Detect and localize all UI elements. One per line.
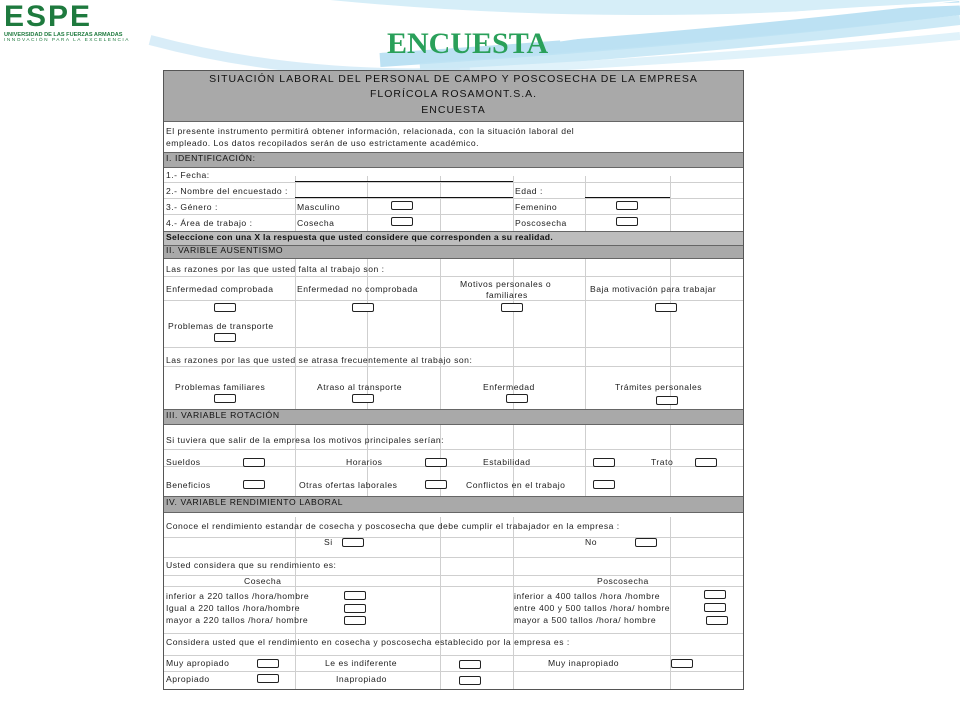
- intro-line2: empleado. Los datos recopilados serán de uso estrictamente académico.: [166, 138, 480, 148]
- section-rotacion: [164, 409, 743, 425]
- slide-title: ENCUESTA: [387, 27, 549, 60]
- checkbox-cosecha-igual[interactable]: [344, 604, 366, 613]
- checkbox-muy-apropiado[interactable]: [257, 659, 279, 668]
- option-femenino: Femenino: [515, 202, 558, 212]
- option-enfermedad-comprobada: Enfermedad comprobada: [166, 284, 274, 294]
- option-enfermedad-no-comprobada: Enfermedad no comprobada: [297, 284, 418, 294]
- column-poscosecha: Poscosecha: [597, 576, 649, 586]
- label-area-trabajo: 4.- Área de trabajo :: [166, 218, 253, 228]
- grid-line: [585, 176, 586, 502]
- checkbox-femenino[interactable]: [616, 201, 638, 210]
- checkbox-beneficios[interactable]: [243, 480, 265, 489]
- checkbox-trato[interactable]: [695, 458, 717, 467]
- checkbox-indiferente[interactable]: [459, 660, 481, 669]
- section-title: III. VARIABLE ROTACIÓN: [166, 410, 280, 420]
- checkbox-cosecha[interactable]: [391, 217, 413, 226]
- question-considera-rendimiento: Considera usted que el rendimiento en cosecha y poscosecha establecido por la empresa es :: [166, 637, 570, 647]
- option-estabilidad: Estabilidad: [483, 457, 531, 467]
- section-title: IV. VARIABLE RENDIMIENTO LABORAL: [166, 497, 344, 507]
- grid-line: [164, 633, 743, 634]
- option-poscosecha: Poscosecha: [515, 218, 567, 228]
- section-identificacion: [164, 152, 743, 168]
- checkbox-inapropiado[interactable]: [459, 676, 481, 685]
- section-ausentismo: [164, 245, 743, 259]
- label-genero: 3.- Género :: [166, 202, 218, 212]
- checkbox-no[interactable]: [635, 538, 657, 547]
- option-atraso-transporte: Atraso al transporte: [317, 382, 402, 392]
- checkbox-poscosecha-mayor[interactable]: [706, 616, 728, 625]
- option-poscosecha-inferior: inferior a 400 tallos /hora /hombre: [514, 591, 660, 601]
- grid-line: [164, 449, 743, 450]
- option-no: No: [585, 537, 597, 547]
- section-title: I. IDENTIFICACIÓN:: [166, 153, 256, 163]
- grid-line: [164, 366, 743, 367]
- checkbox-tramites-personales[interactable]: [656, 396, 678, 405]
- grid-line: [295, 176, 296, 502]
- option-indiferente: Le es indiferente: [325, 658, 398, 668]
- checkbox-atraso-transporte[interactable]: [352, 394, 374, 403]
- question-su-rendimiento: Usted considera que su rendimiento es:: [166, 560, 337, 570]
- checkbox-horarios[interactable]: [425, 458, 447, 467]
- grid-line: [164, 276, 743, 277]
- option-trato: Trato: [651, 457, 674, 467]
- form-header-line2: FLORÍCOLA ROSAMONT.S.A.: [369, 88, 538, 100]
- instruction-text: Seleccione con una X la respuesta que usted considere que corresponden a su realidad.: [166, 232, 554, 242]
- checkbox-masculino[interactable]: [391, 201, 413, 210]
- espe-logo: [4, 2, 144, 42]
- grid-line: [164, 300, 743, 301]
- question-faltas: Las razones por las que usted falta al trabajo son :: [166, 264, 385, 274]
- checkbox-otras-ofertas[interactable]: [425, 480, 447, 489]
- option-cosecha-igual: Igual a 220 tallos /hora/hombre: [166, 603, 300, 613]
- grid-line: [670, 176, 671, 502]
- grid-line: [440, 517, 441, 690]
- checkbox-conflictos[interactable]: [593, 480, 615, 489]
- fecha-field[interactable]: [295, 181, 513, 182]
- option-cosecha-inferior: inferior a 220 tallos /hora/hombre: [166, 591, 310, 601]
- grid-line: [164, 198, 743, 199]
- option-apropiado: Apropiado: [166, 674, 210, 684]
- grid-line: [164, 655, 743, 656]
- grid-line: [164, 214, 743, 215]
- checkbox-apropiado[interactable]: [257, 674, 279, 683]
- option-poscosecha-mayor: mayor a 500 tallos /hora/ hombre: [514, 615, 657, 625]
- option-muy-inapropiado: Muy inapropiado: [548, 658, 620, 668]
- checkbox-cosecha-mayor[interactable]: [344, 616, 366, 625]
- logo-university-name: UNIVERSIDAD DE LAS FUERZAS ARMADAS: [4, 32, 123, 38]
- option-inapropiado: Inapropiado: [336, 674, 387, 684]
- edad-field[interactable]: [585, 197, 670, 198]
- checkbox-poscosecha-inferior[interactable]: [704, 590, 726, 599]
- intro-line1: El presente instrumento permitirá obtener información, relacionada, con la situación laboral del: [166, 126, 575, 136]
- option-cosecha: Cosecha: [297, 218, 335, 228]
- form-header-line3: ENCUESTA: [421, 104, 486, 116]
- grid-line: [513, 176, 514, 502]
- checkbox-si[interactable]: [342, 538, 364, 547]
- option-enfermedad: Enfermedad: [483, 382, 535, 392]
- question-conoce-rendimiento: Conoce el rendimiento estandar de cosecha y poscosecha que debe cumplir el trabajador en la empresa :: [166, 521, 620, 531]
- checkbox-enfermedad-comprobada[interactable]: [214, 303, 236, 312]
- option-motivos-personales: Motivos personales o: [460, 279, 552, 289]
- grid-line: [164, 586, 743, 587]
- option-tramites-personales: Trámites personales: [615, 382, 703, 392]
- grid-line: [164, 182, 743, 183]
- checkbox-estabilidad[interactable]: [593, 458, 615, 467]
- checkbox-muy-inapropiado[interactable]: [671, 659, 693, 668]
- nombre-field[interactable]: [295, 197, 513, 198]
- section-title: II. VARIBLE AUSENTISMO: [166, 245, 284, 255]
- checkbox-enfermedad[interactable]: [506, 394, 528, 403]
- logo-tagline: INNOVACIÓN PARA LA EXCELENCIA: [4, 38, 130, 43]
- checkbox-enfermedad-no-comprobada[interactable]: [352, 303, 374, 312]
- checkbox-poscosecha[interactable]: [616, 217, 638, 226]
- survey-form: [163, 70, 744, 690]
- option-problemas-transporte: Problemas de transporte: [168, 321, 274, 331]
- grid-line: [164, 557, 743, 558]
- label-edad: Edad :: [515, 186, 543, 196]
- grid-line: [164, 347, 743, 348]
- option-beneficios: Beneficios: [166, 480, 211, 490]
- option-muy-apropiado: Muy apropiado: [166, 658, 230, 668]
- option-poscosecha-entre: entre 400 y 500 tallos /hora/ hombre: [514, 603, 671, 613]
- option-conflictos: Conflictos en el trabajo: [466, 480, 566, 490]
- option-problemas-familiares: Problemas familiares: [175, 382, 266, 392]
- section-rendimiento: [164, 496, 743, 513]
- checkbox-problemas-transporte[interactable]: [214, 333, 236, 342]
- label-nombre: 2.- Nombre del encuestado :: [166, 186, 288, 196]
- option-otras-ofertas: Otras ofertas laborales: [299, 480, 398, 490]
- checkbox-problemas-familiares[interactable]: [214, 394, 236, 403]
- option-baja-motivacion: Baja motivación para trabajar: [590, 284, 717, 294]
- question-atrasos: Las razones por las que usted se atrasa frecuentemente al trabajo son:: [166, 355, 473, 365]
- checkbox-baja-motivacion[interactable]: [655, 303, 677, 312]
- checkbox-poscosecha-entre[interactable]: [704, 603, 726, 612]
- checkbox-sueldos[interactable]: [243, 458, 265, 467]
- option-horarios: Horarios: [346, 457, 383, 467]
- checkbox-motivos-personales[interactable]: [501, 303, 523, 312]
- option-si: Si: [324, 537, 333, 547]
- grid-line: [367, 176, 368, 502]
- label-fecha: 1.- Fecha:: [166, 170, 210, 180]
- form-header-block: [164, 71, 743, 122]
- question-rotacion: Si tuviera que salir de la empresa los motivos principales serían:: [166, 435, 445, 445]
- option-motivos-familiares: familiares: [486, 290, 528, 300]
- option-masculino: Masculino: [297, 202, 341, 212]
- column-cosecha: Cosecha: [244, 576, 282, 586]
- grid-line: [440, 176, 441, 502]
- option-sueldos: Sueldos: [166, 457, 201, 467]
- checkbox-cosecha-inferior[interactable]: [344, 591, 366, 600]
- option-cosecha-mayor: mayor a 220 tallos /hora/ hombre: [166, 615, 309, 625]
- grid-line: [164, 671, 743, 672]
- form-header-line1: SITUACIÓN LABORAL DEL PERSONAL DE CAMPO Y POSCOSECHA DE LA EMPRESA: [209, 73, 698, 85]
- logo-wordmark: ESPE: [4, 0, 93, 33]
